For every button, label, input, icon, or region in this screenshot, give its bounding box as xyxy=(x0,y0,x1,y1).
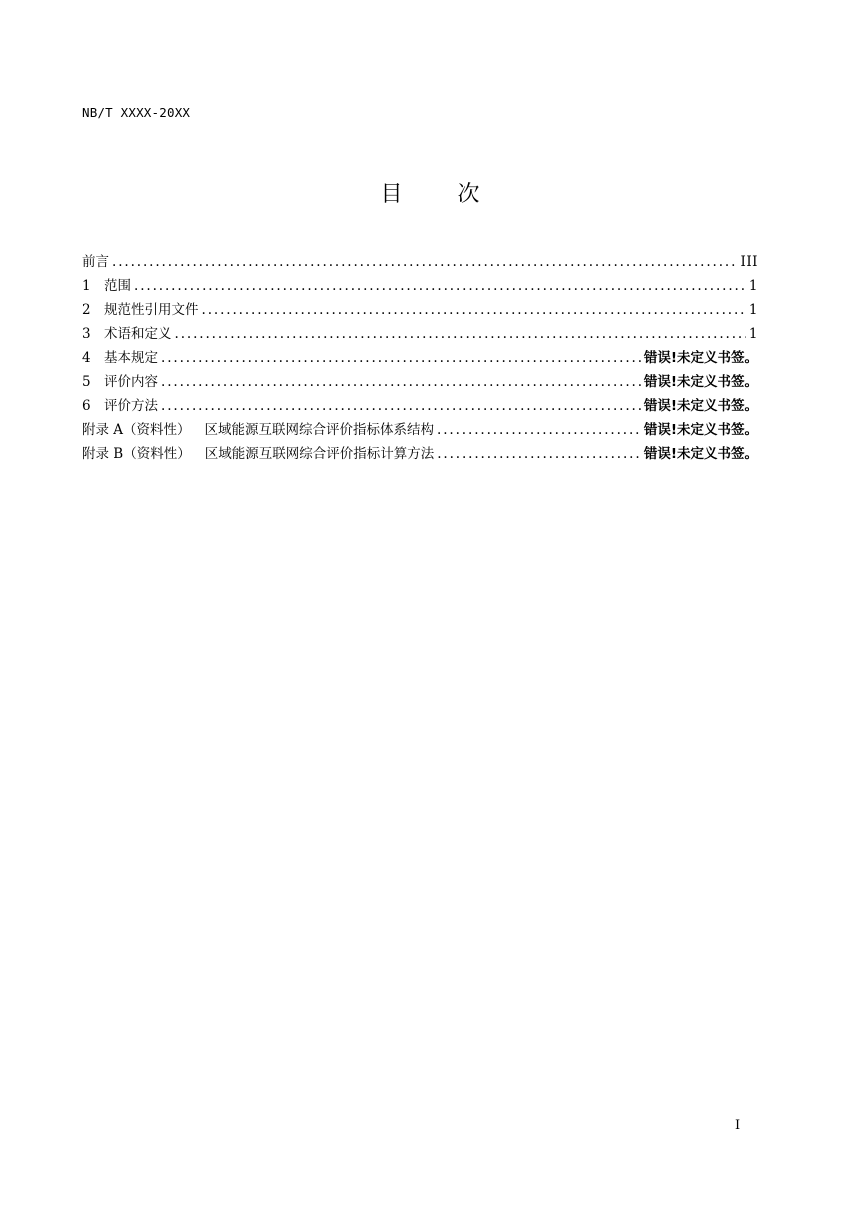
toc-entry-foreword[interactable] xyxy=(82,250,758,274)
toc-entry-evaluation-method[interactable] xyxy=(82,394,758,418)
toc-entry-page-error: 错误!未定义书签。 xyxy=(643,422,758,438)
toc-leader-dots xyxy=(437,442,641,466)
toc-entry-page: 1 xyxy=(748,278,758,294)
toc-entry-label: 范围 xyxy=(104,278,131,294)
toc-list xyxy=(82,250,758,466)
toc-entry-normative-references[interactable] xyxy=(82,298,758,322)
toc-entry-page: 1 xyxy=(748,326,758,342)
toc-leader-dots xyxy=(112,250,738,274)
toc-entry-terms-definitions[interactable] xyxy=(82,322,758,346)
toc-entry-page-error: 错误!未定义书签。 xyxy=(643,374,758,390)
toc-entry-number: 1 xyxy=(82,278,91,294)
toc-entry-label: 前言 xyxy=(82,254,109,270)
toc-entry-annex-b[interactable] xyxy=(82,442,758,466)
toc-entry-page: 1 xyxy=(748,302,758,318)
toc-entry-basic-provisions[interactable] xyxy=(82,346,758,370)
toc-annex-label: 附录 B（资料性） xyxy=(82,446,191,462)
toc-leader-dots xyxy=(202,298,746,322)
toc-leader-dots xyxy=(175,322,746,346)
toc-entry-page-error: 错误!未定义书签。 xyxy=(643,350,758,366)
toc-entry-page: III xyxy=(740,254,758,270)
document-code: NB/T XXXX-20XX xyxy=(82,105,191,120)
toc-leader-dots xyxy=(437,418,641,442)
toc-entry-label: 评价内容 xyxy=(104,374,158,390)
toc-title-part2: 次 xyxy=(457,182,480,207)
toc-leader-dots xyxy=(161,370,641,394)
toc-title-part1: 目 xyxy=(380,182,403,207)
toc-entry-page-error: 错误!未定义书签。 xyxy=(643,398,758,414)
toc-entry-label: 评价方法 xyxy=(104,398,158,414)
toc-entry-label: 基本规定 xyxy=(104,350,158,366)
toc-annex-title: 区域能源互联网综合评价指标体系结构 xyxy=(204,422,435,438)
toc-entry-number: 5 xyxy=(82,374,91,390)
toc-entry-number: 4 xyxy=(82,350,91,366)
toc-leader-dots xyxy=(161,394,641,418)
toc-entry-page-error: 错误!未定义书签。 xyxy=(643,446,758,462)
toc-leader-dots xyxy=(134,274,746,298)
toc-title xyxy=(0,180,860,210)
toc-leader-dots xyxy=(161,346,641,370)
page-number: I xyxy=(735,1118,741,1133)
toc-entry-number: 6 xyxy=(82,398,91,414)
toc-entry-annex-a[interactable] xyxy=(82,418,758,442)
toc-entry-scope[interactable] xyxy=(82,274,758,298)
toc-annex-title: 区域能源互联网综合评价指标计算方法 xyxy=(204,446,435,462)
toc-entry-label: 规范性引用文件 xyxy=(104,302,199,318)
toc-entry-evaluation-content[interactable] xyxy=(82,370,758,394)
toc-entry-number: 2 xyxy=(82,302,91,318)
toc-entry-number: 3 xyxy=(82,326,91,342)
toc-entry-label: 术语和定义 xyxy=(104,326,172,342)
toc-annex-label: 附录 A（资料性） xyxy=(82,422,191,438)
